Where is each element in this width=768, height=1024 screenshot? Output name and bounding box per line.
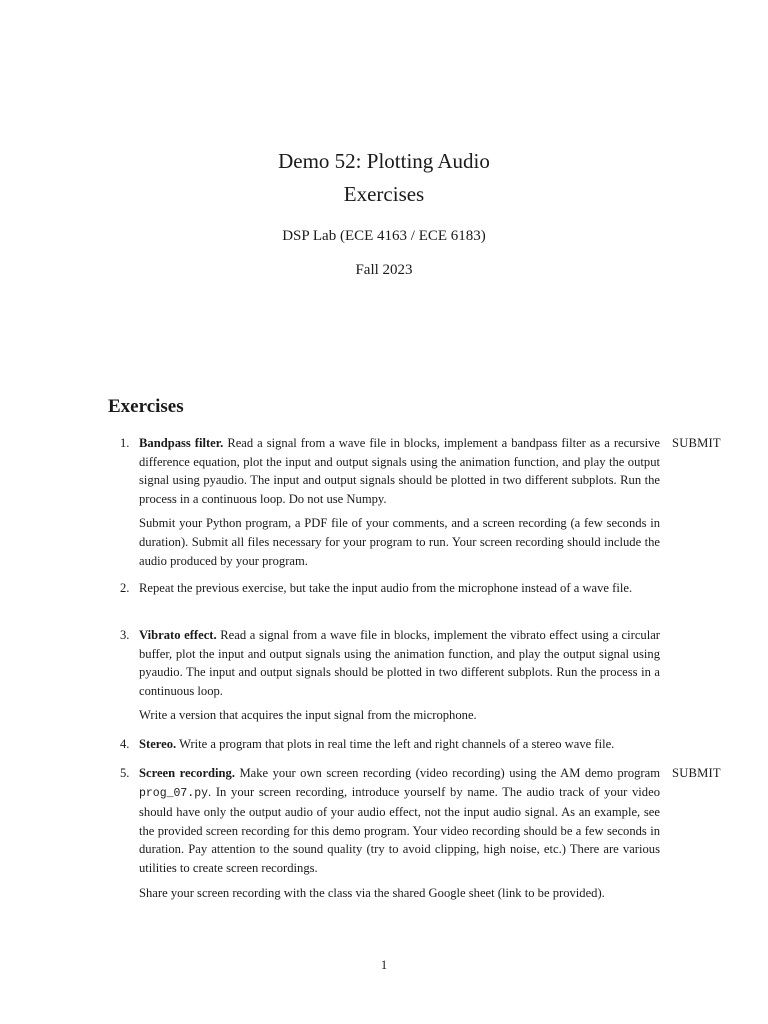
- section-heading: Exercises: [108, 396, 184, 417]
- exercise-text: Repeat the previous exercise, but take the input audio from the microphone instead of a wave file.: [139, 581, 633, 595]
- exercise-lead: Vibrato effect.: [139, 628, 217, 642]
- exercise-number: 5.: [120, 766, 130, 780]
- exercise-text-a: Make your own screen recording (video recording) using the AM demo program: [235, 766, 661, 780]
- exercise-number: 3.: [120, 628, 130, 642]
- exercise-number: 1.: [120, 436, 130, 450]
- exercise-body: [139, 626, 660, 731]
- exercise-text-b: . In your screen recording, introduce yourself by name. The audio track of your video should have only the output audio of your audio effect, not the input audio signal. As an example, see the provided screen recording for this demo program. Your video recording should be a few seconds in duration. Pay attention to the sound quality (try to avoid clipping, high noise, etc.) There are various utilities to create screen recordings.: [139, 784, 660, 875]
- course-name: DSP Lab (ECE 4163 / ECE 6183): [282, 228, 486, 244]
- exercise-lead: Bandpass filter.: [139, 436, 224, 450]
- exercise-text: Write a program that plots in real time the left and right channels of a stereo wave file.: [176, 737, 615, 751]
- exercise-text: Read a signal from a wave file in blocks, implement a bandpass filter as a recursive difference equation, plot the input and output signals using the animation function, and play the output signal using pyaudio. The input and output signals should be plotted in two different subplots. Run the process in a continuous loop. Do not use Numpy.: [139, 436, 661, 506]
- exercise-text: Read a signal from a wave file in blocks, implement the vibrato effect using a circular buffer, plot the input and output signals using the animation function, and play the output signal using pyaudio. The input and output signals should be plotted in two different subplots. Run the process in a continuous loop.: [139, 628, 660, 698]
- exercise-body: [139, 434, 660, 576]
- exercise-lead: Stereo.: [139, 737, 177, 751]
- page-number: 1: [380, 958, 388, 972]
- exercise-text-2: Write a version that acquires the input signal from the microphone.: [139, 708, 477, 723]
- exercise-lead: Screen recording.: [139, 766, 235, 780]
- exercise-body: [139, 579, 660, 604]
- title-line-2: Exercises: [343, 182, 425, 206]
- document-title: [0, 145, 768, 211]
- exercise-number: 2.: [120, 581, 130, 595]
- submit-link[interactable]: SUBMIT: [672, 436, 721, 450]
- program-filename: prog_07.py: [139, 786, 209, 800]
- exercise-text-2: Submit your Python program, a PDF file of your comments, and a screen recording (a few seconds in duration). Submit all files necessary for your program to run. Your screen recording should include the audio produced by your program.: [139, 516, 660, 568]
- title-line-1: Demo 52: Plotting Audio: [278, 149, 490, 173]
- submit-link[interactable]: SUBMIT: [672, 766, 721, 780]
- term: Fall 2023: [355, 262, 413, 278]
- exercise-body: [139, 764, 660, 908]
- exercise-body: [139, 735, 660, 760]
- exercise-text-2: Share your screen recording with the class via the shared Google sheet (link to be provided).: [139, 885, 605, 900]
- exercise-number: 4.: [120, 737, 130, 751]
